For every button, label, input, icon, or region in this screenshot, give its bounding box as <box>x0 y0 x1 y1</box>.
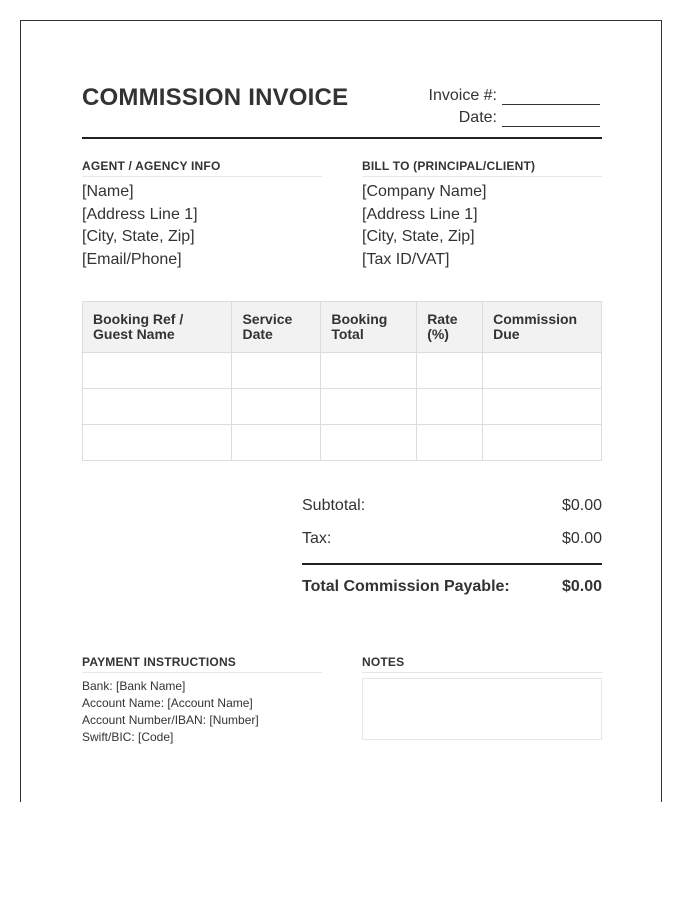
invoice-date-field[interactable] <box>502 111 600 127</box>
invoice-title: COMMISSION INVOICE <box>82 84 349 111</box>
bill-to-heading: BILL TO (PRINCIPAL/CLIENT) <box>362 159 602 177</box>
table-cell[interactable] <box>83 389 232 425</box>
table-cell[interactable] <box>417 353 483 389</box>
notes-field[interactable] <box>362 678 602 740</box>
table-row <box>83 425 602 461</box>
subtotal-value: $0.00 <box>561 497 602 514</box>
table-cell[interactable] <box>417 389 483 425</box>
column-header-booking-ref: Booking Ref / Guest Name <box>83 302 232 353</box>
table-cell[interactable] <box>483 425 602 461</box>
totals-block <box>302 495 602 598</box>
invoice-number-row <box>429 83 600 105</box>
subtotal-label: Subtotal: <box>302 497 366 514</box>
table-header-row <box>83 302 602 353</box>
column-header-commission-due: Commission Due <box>483 302 602 353</box>
tax-row <box>302 528 602 561</box>
total-label: Total Commission Payable: <box>302 578 510 595</box>
line-items-table <box>82 301 602 461</box>
agent-heading: AGENT / AGENCY INFO <box>82 159 322 177</box>
agent-city-state-zip: [City, State, Zip] <box>82 228 195 245</box>
table-cell[interactable] <box>232 389 321 425</box>
table-cell[interactable] <box>232 353 321 389</box>
table-cell[interactable] <box>417 425 483 461</box>
table-cell[interactable] <box>483 389 602 425</box>
invoice-number-field[interactable] <box>502 89 600 105</box>
payment-bank: Bank: [Bank Name] <box>82 679 186 693</box>
bill-to-address-block <box>362 181 487 271</box>
payment-account-number: Account Number/IBAN: [Number] <box>82 713 259 727</box>
bill-to-tax-id: [Tax ID/VAT] <box>362 250 450 268</box>
tax-label: Tax: <box>302 530 332 547</box>
agent-contact: [Email/Phone] <box>82 250 182 268</box>
header-divider <box>82 137 602 139</box>
payment-swift: Swift/BIC: [Code] <box>82 730 174 744</box>
table-cell[interactable] <box>483 353 602 389</box>
column-header-booking-total: Booking Total <box>321 302 417 353</box>
table-row <box>83 353 602 389</box>
agent-address-block <box>82 181 198 271</box>
notes-heading: NOTES <box>362 655 602 673</box>
table-cell[interactable] <box>232 425 321 461</box>
agent-address-line: [Address Line 1] <box>82 205 198 223</box>
payment-account-name: Account Name: [Account Name] <box>82 696 253 710</box>
bill-to-address-line: [Address Line 1] <box>362 205 478 223</box>
column-header-service-date: Service Date <box>232 302 321 353</box>
table-row <box>83 389 602 425</box>
invoice-date-row <box>429 105 600 127</box>
table-cell[interactable] <box>83 425 232 461</box>
total-row <box>302 576 602 598</box>
table-cell[interactable] <box>321 425 417 461</box>
payment-heading: PAYMENT INSTRUCTIONS <box>82 655 322 673</box>
table-cell[interactable] <box>321 353 417 389</box>
agent-name: [Name] <box>82 183 134 200</box>
subtotal-row <box>302 495 602 528</box>
invoice-date-label: Date: <box>458 109 497 126</box>
invoice-meta <box>429 83 600 127</box>
totals-divider <box>302 563 602 565</box>
table-cell[interactable] <box>321 389 417 425</box>
column-header-rate: Rate (%) <box>417 302 483 353</box>
invoice-sheet <box>20 20 662 802</box>
payment-details <box>82 678 259 746</box>
total-value: $0.00 <box>561 578 602 595</box>
bill-to-city-state-zip: [City, State, Zip] <box>362 228 475 245</box>
invoice-number-label: Invoice #: <box>428 87 497 104</box>
tax-value: $0.00 <box>561 530 602 547</box>
bill-to-company: [Company Name] <box>362 183 487 200</box>
table-cell[interactable] <box>83 353 232 389</box>
